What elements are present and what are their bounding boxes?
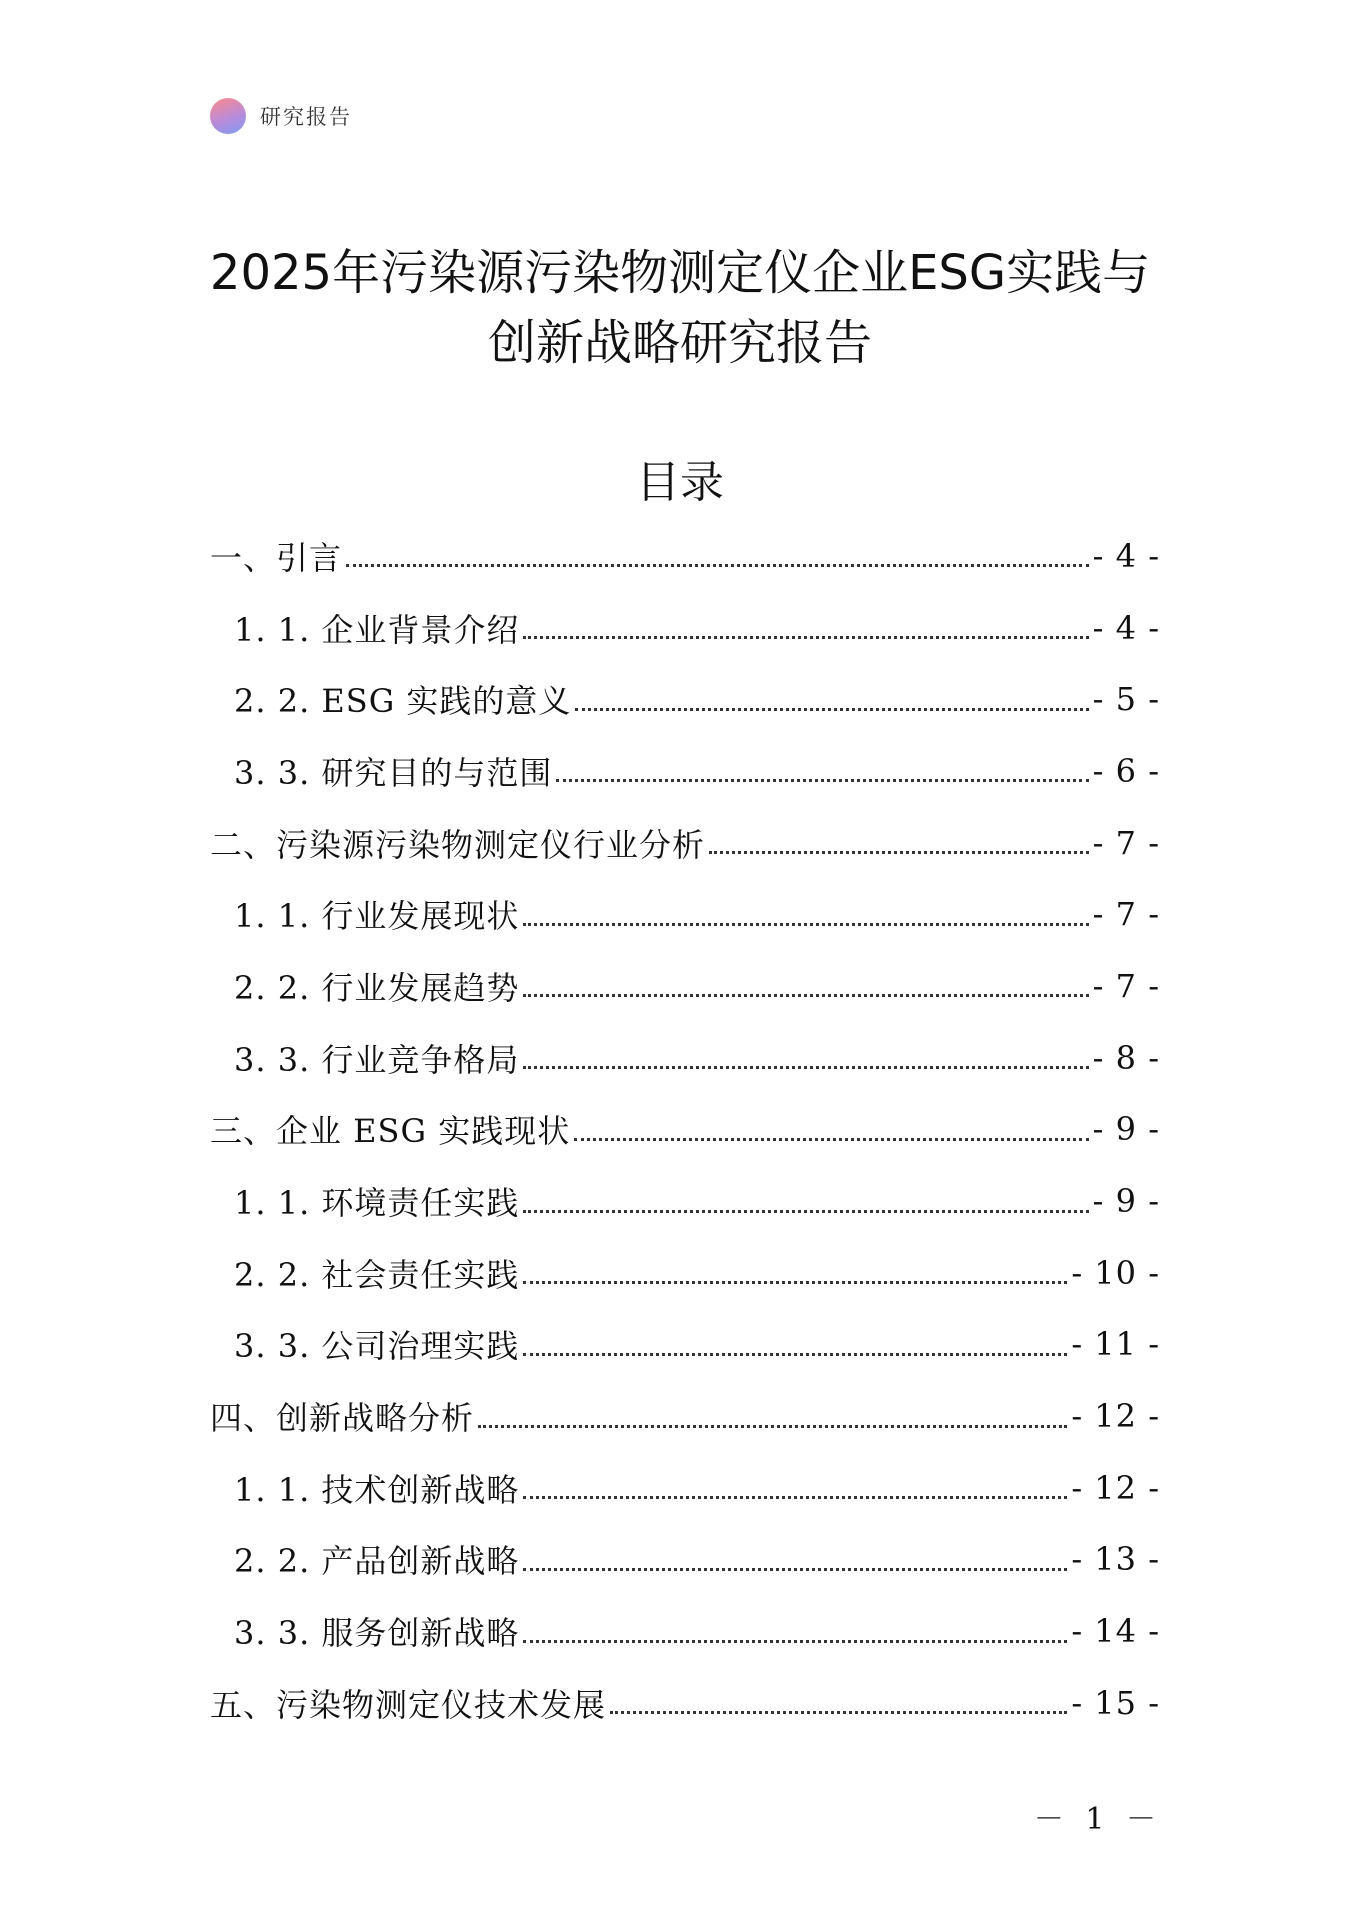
toc-entry[interactable]: [210, 807, 1160, 879]
toc-entry[interactable]: [210, 1524, 1160, 1596]
document-title: [160, 238, 1200, 378]
toc-entry[interactable]: [210, 735, 1160, 807]
toc-dot-leader: [523, 994, 1088, 997]
toc-dot-leader: [523, 1640, 1067, 1643]
toc-dot-leader: [556, 779, 1088, 782]
toc-dot-leader: [709, 851, 1089, 854]
toc-dot-leader: [523, 1281, 1067, 1284]
logo-icon: [210, 98, 246, 134]
toc-entry-page: - 4 -: [1092, 536, 1160, 575]
toc-entry-label: 1. 1. 环境责任实践: [234, 1184, 520, 1223]
toc-entry-page: - 6 -: [1092, 751, 1160, 790]
toc-entry-label: 五、污染物测定仪技术发展: [210, 1685, 607, 1724]
toc-dot-leader: [523, 1496, 1067, 1499]
toc-entry-label: 2. 2. 社会责任实践: [234, 1255, 520, 1294]
report-header: [210, 98, 352, 134]
toc-entry[interactable]: [210, 1309, 1160, 1381]
toc-dot-leader: [523, 1353, 1067, 1356]
toc-entry-page: - 5 -: [1092, 680, 1160, 719]
toc-entry[interactable]: [210, 1380, 1160, 1452]
toc-entry-page: - 9 -: [1092, 1110, 1160, 1149]
toc-entry-label: 2. 2. ESG 实践的意义: [234, 682, 572, 721]
toc-entry-label: 一、引言: [210, 538, 343, 577]
toc-entry-label: 二、污染源污染物测定仪行业分析: [210, 825, 706, 864]
page-number: － 1 －: [1033, 1802, 1162, 1837]
toc-entry-label: 3. 3. 研究目的与范围: [234, 753, 553, 792]
toc-dot-leader: [346, 564, 1089, 567]
toc-entry-label: 2. 2. 行业发展趋势: [234, 968, 520, 1007]
toc-heading: 目录: [636, 457, 724, 508]
toc-entry-label: 3. 3. 公司治理实践: [234, 1327, 520, 1366]
toc-dot-leader: [610, 1711, 1067, 1714]
toc-entry-label: 3. 3. 行业竞争格局: [234, 1040, 520, 1079]
toc-entry-label: 3. 3. 服务创新战略: [234, 1614, 520, 1653]
toc-entry-label: 三、企业 ESG 实践现状: [210, 1112, 571, 1151]
toc-entry[interactable]: [210, 1452, 1160, 1524]
toc-dot-leader: [575, 708, 1088, 711]
toc-entry-page: - 11 -: [1071, 1325, 1160, 1364]
toc-entry-label: 1. 1. 行业发展现状: [234, 897, 520, 936]
toc-entry-label: 1. 1. 技术创新战略: [234, 1470, 520, 1509]
toc-entry-page: - 10 -: [1071, 1253, 1160, 1292]
toc-entry-page: - 7 -: [1092, 895, 1160, 934]
toc-entry[interactable]: [210, 878, 1160, 950]
toc-entry-label: 四、创新战略分析: [210, 1399, 475, 1438]
toc-dot-leader: [523, 1066, 1088, 1069]
toc-entry[interactable]: [210, 1667, 1160, 1739]
toc-entry-page: - 12 -: [1071, 1468, 1160, 1507]
toc-entry-page: - 14 -: [1071, 1612, 1160, 1651]
toc-dot-leader: [523, 923, 1088, 926]
toc-entry-page: - 7 -: [1092, 823, 1160, 862]
toc-entry-label: 2. 2. 产品创新战略: [234, 1542, 520, 1581]
table-of-contents: [210, 520, 1160, 1739]
toc-entry[interactable]: [210, 950, 1160, 1022]
title-line-1: 2025年污染源污染物测定仪企业ESG实践与: [209, 245, 1151, 301]
toc-entry[interactable]: [210, 1094, 1160, 1166]
toc-entry-page: - 12 -: [1071, 1397, 1160, 1436]
toc-entry[interactable]: [210, 1022, 1160, 1094]
toc-entry[interactable]: [210, 1165, 1160, 1237]
toc-entry[interactable]: [210, 592, 1160, 664]
toc-dot-leader: [523, 636, 1088, 639]
toc-entry-page: - 4 -: [1092, 608, 1160, 647]
toc-entry[interactable]: [210, 663, 1160, 735]
toc-dot-leader: [523, 1568, 1067, 1571]
header-label: 研究报告: [260, 105, 352, 129]
toc-entry-page: - 7 -: [1092, 966, 1160, 1005]
toc-entry-page: - 8 -: [1092, 1038, 1160, 1077]
toc-entry[interactable]: [210, 1237, 1160, 1309]
toc-entry[interactable]: [210, 520, 1160, 592]
toc-dot-leader: [478, 1425, 1067, 1428]
title-line-2: 创新战略研究报告: [487, 315, 872, 371]
toc-dot-leader: [574, 1138, 1088, 1141]
toc-entry-label: 1. 1. 企业背景介绍: [234, 610, 520, 649]
toc-entry[interactable]: [210, 1595, 1160, 1667]
toc-entry-page: - 15 -: [1071, 1683, 1160, 1722]
toc-entry-page: - 13 -: [1071, 1540, 1160, 1579]
toc-dot-leader: [523, 1210, 1088, 1213]
toc-entry-page: - 9 -: [1092, 1182, 1160, 1221]
